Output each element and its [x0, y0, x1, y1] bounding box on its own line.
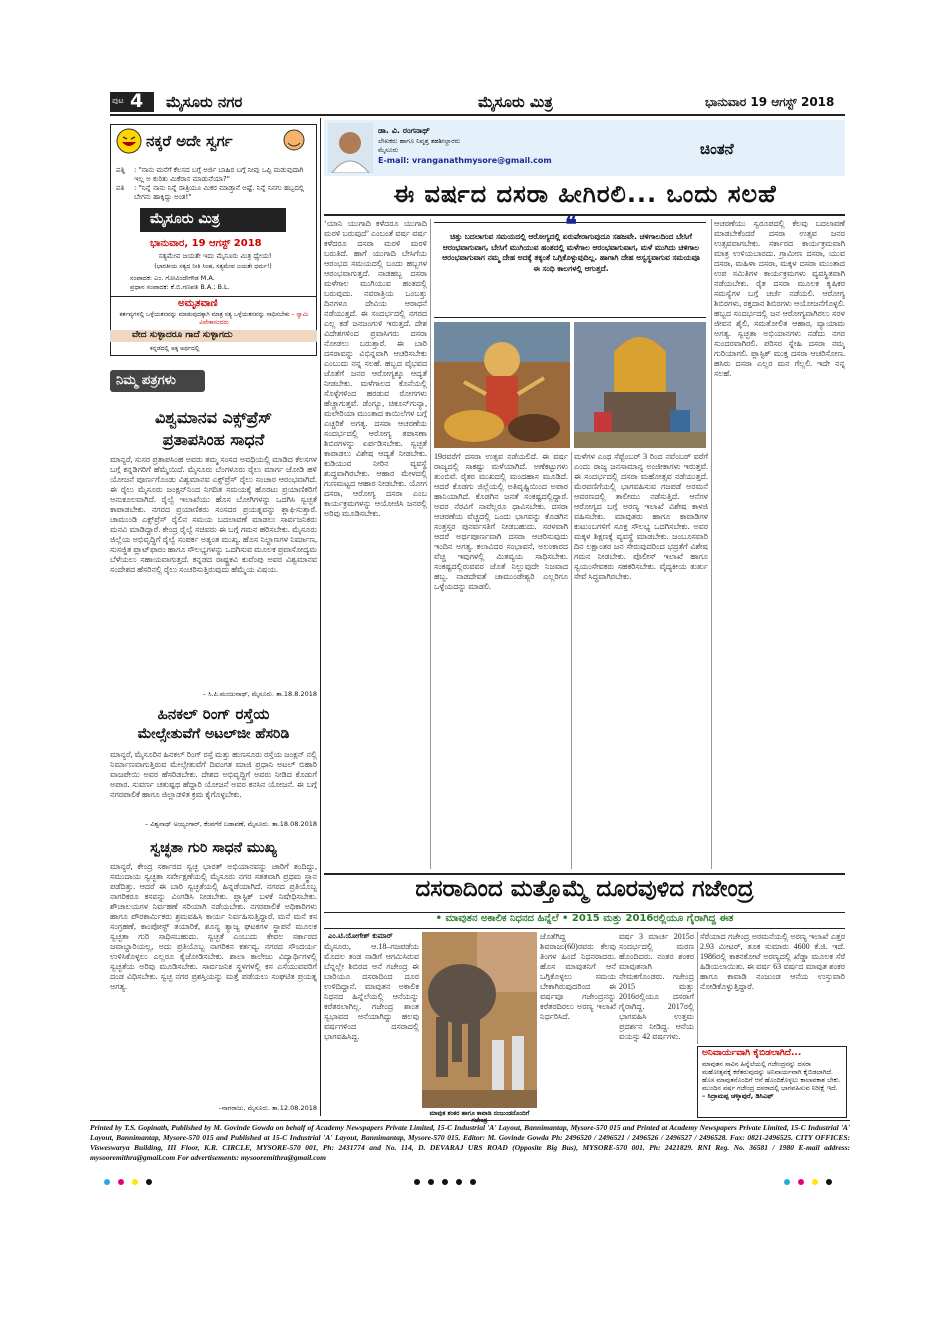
- letter2-title2: ಮೇಲ್ಸೇತುವೆಗೆ ಅಟಲ್‌ಜೀ ಹೆಸರಿಡಿ: [137, 726, 290, 742]
- headline-rule: [324, 214, 845, 216]
- black-dot: [414, 1179, 420, 1185]
- author-name: ಡಾ. ವಿ. ರಂಗನಾಥ್: [378, 126, 430, 135]
- joke-line1-label: ಪತ್ನಿ: [116, 166, 126, 174]
- section-title: ಮೈಸೂರು ನಗರ: [166, 93, 243, 111]
- elephant-top-rule: [324, 873, 845, 875]
- letter1-title2: ಪ್ರತಾಪಸಿಂಹ ಸಾಧನೆ: [162, 430, 265, 449]
- column-headline: ಈ ವರ್ಷದ ದಸರಾ ಹೀಗಿರಲಿ... ಒಂದು ಸಲಹೆ: [393, 180, 777, 208]
- quote-footer2: ಕನ್ನಡದಲ್ಲಿ ಅಕ್ಕ ಅರ್ಥದಲ್ಲಿ: [150, 345, 200, 352]
- elephant-col2: ಜೊತೆಗಿದ್ದ ಶಿವರಾಜು(60)ರವರು ಕೆಲವು ತಿಂಗಳ ಹಿಂದೆ ನಿಧನರಾದರು. ಹೊಸ ಮಾವುತನಿಗೆ ಆನೆ ಒಗ್ಗಿಕೊಳ್ಳಲು ಸಮಯ ಬೇಕಾಗಿರುವುದರಿಂದ ಈ ವರ್ಷವೂ ಗಜೇಂದ್ರನನ್ನು ಕರೆತರದಿರಲು ಅರಣ್ಯ ಇಲಾಖೆ ನಿರ್ಧರಿಸಿದೆ.: [540, 932, 616, 1021]
- info-motto1: ಸತ್ಯಮೇವ ಜಯತೇ ಇದು ಮೈಸೂರು ಮಿತ್ರ ಧ್ಯೇಯ!: [158, 252, 272, 260]
- black-dot: [470, 1179, 476, 1185]
- letter1-sign: – ಸಿ.ಪಿ.ಮಂಜುನಾಥ್, ಮೈಸೂರು. ತಾ.18.8.2018: [202, 690, 317, 698]
- black-dot: [146, 1179, 152, 1185]
- yellow-dot: [812, 1179, 818, 1185]
- letters-banner-text: ನಿಮ್ಮ ಪತ್ರಗಳು: [116, 373, 176, 388]
- black-dot: [826, 1179, 832, 1185]
- info-motto2: (ಭಾರತೀಯ ಸತ್ಯದ ನೀತಿ ಸಿಂಹ, ಸತ್ಯಮೇವ ಜಯತೇ ಧರ್ಮ!): [154, 263, 272, 270]
- joke-line1: : "ನಾನು ಮನೆಗೆ ಕೆಲಸದ ಬಗ್ಗೆ ಅರ್ಜಿ ಬಾಹಿರ ಬಗ್ಗೆ ನೀವು ಒಪ್ಪಿ ಮಡುವುದಾಗಿ ಇಲ್ಲ ಅ ಕುರಿತು ಮಿಕೆರಾಸ ಮಾಡುವೆಯಾ?": [134, 166, 304, 183]
- header-date: ಭಾನುವಾರ 19 ಆಗಸ್ಟ್ 2018: [705, 95, 835, 109]
- registration-dots-center: [410, 1170, 480, 1189]
- letter1-body: ಮಾನ್ಯರೆ, ಸುಸರ ಪ್ರತಾಪಸಿಂಹ ಅವರು ತಮ್ಮ ಸಂಸದ ಅವಧಿಯಲ್ಲಿ ಮಾಡಿದ ಕೆಲಸಗಳ ಬಗ್ಗೆ ಕನ್ನಡಿಗರಿಗೆ ಹೆಮ್ಮೆಯಿದೆ. ಮೈಸೂರು ಬೆಂಗಳೂರು ರೈಲು ಮಾರ್ಗ ಜೋಡಿ ಹಳಿ ಯೋಜನೆ ಪೂರ್ಣಗೊಂಡು ವಿಶ್ವಮಾನವ ಎಕ್ಸ್‌ಪ್ರೆಸ್ ರೈಲು ಸಂಚಾರ ಆರಂಭವಾಗಿದೆ. ಈ ರೈಲು ಮೈಸೂರು ಜಂಕ್ಷನ್‌ನಿಂದ ನಿಗದಿತ ಸಮಯಕ್ಕೆ ಹೊರಟು ಪ್ರಯಾಣಿಕರಿಗೆ ಅನುಕೂಲವಾಗಿದೆ. ರೈಲ್ವೆ ಇಲಾಖೆಯು ಹೊಸ ಬೋಗಿಗಳನ್ನು ಒದಗಿಸಿ ಸ್ವಚ್ಛತೆ ಕಾಪಾಡಬೇಕು. ನಗರದ ಪ್ರಯಾಣಿಕರು ಸಂಸದರ ಪ್ರಯತ್ನವನ್ನು ಶ್ಲಾಘಿಸುತ್ತಾರೆ. ಚಾಮುಂಡಿ ಎಕ್ಸ್‌ಪ್ರೆಸ್ ರೈಲಿನ ಸಮಯ ಬದಲಾವಣೆ ಮಾಡಲು ಸಾರ್ವಜನಿಕರು ಮನವಿ ಮಾಡಿದ್ದಾರೆ. ಕೇಂದ್ರ ರೈಲ್ವೆ ಸಚಿವರು ಈ ಬಗ್ಗೆ ಗಮನ ಹರಿಸಬೇಕು. ಮೈಸೂರು ಜಿಲ್ಲೆಯ ಅಭಿವೃದ್ಧಿಗೆ ರೈಲ್ವೆ ಸಂಪರ್ಕ ಅತ್ಯಂತ ಮುಖ್ಯ. ಹೊಸ ನಿಲ್ದಾಣಗಳ ನಿರ್ಮಾಣ, ಸುಸಜ್ಜಿತ ಪ್ಲಾಟ್‌ಫಾರಂ ಹಾಗೂ ಸೌಲಭ್ಯಗಳನ್ನು ಒದಗಿಸುವ ಮೂಲಕ ಪ್ರವಾಸೋದ್ಯಮ ಬೆಳೆಯಲು ಸಹಾಯವಾಗುತ್ತದೆ. ಕನ್ನಡದ ರಾಷ್ಟ್ರಕವಿ ಕುವೆಂಪು ಅವರ ವಿಶ್ವಮಾನವ ಸಂದೇಶದ ಹೆಸರಿನಲ್ಲಿ ರೈಲು ಸಂಚರಿಸುತ್ತಿರುವುದು ಹೆಮ್ಮೆಯ ವಿಷಯ.: [110, 455, 317, 574]
- cartoon-face-icon: [282, 128, 306, 154]
- elephant-subhead: • ಮಾವುತನ ಅಕಾಲಿಕ ನಿಧನದ ಹಿನ್ನೆಲೆ • 2015 ಮತ್ತು 2016ರಲ್ಲಿಯೂ ಗೈರಾಗಿದ್ದ ಈತ: [435, 913, 734, 924]
- info-editor2: ಪ್ರಧಾನ ಸಂಪಾದಕ: ಕೆ.ಬಿ.ಗಣಪತಿ B.A.; B.L.: [130, 283, 230, 291]
- header-rule: [110, 114, 845, 116]
- elephant-byline: ಎಂ.ಟಿ.ಯೋಗೇಶ್ ಕುಮಾರ್: [328, 932, 393, 940]
- masthead-small: ಮೈಸೂರು ಮಿತ್ರ: [478, 93, 553, 111]
- info-date: ಭಾನುವಾರ, 19 ಆಗಸ್ಟ್ 2018: [150, 238, 262, 249]
- letter2-sign: – ವಿಶ್ವನಾಥ್ ಅಯ್ಯಂಗಾರ್, ಕೆಂಪಗೆರೆ ಬಡಾವಣೆ, ಮೈಸೂರು. ತಾ.18.08.2018: [144, 820, 317, 828]
- letter1-title1: ವಿಶ್ವಮಾನವ ಎಕ್ಸ್‌ಪ್ರೆಸ್: [154, 408, 273, 427]
- joke-title: ನಕ್ಕರೆ ಅದೇ ಸ್ವರ್ಗ: [146, 132, 233, 150]
- col-rule-3: [711, 219, 712, 869]
- letter3-body: ಮಾನ್ಯರೆ, ಕೇಂದ್ರ ಸರ್ಕಾರದ ಸ್ವಚ್ಛ ಭಾರತ್ ಅಭಿಯಾನವನ್ನು ಜಾರಿಗೆ ತಂದಿದ್ದು, ಸಮುದಾಯ ಸ್ವಚ್ಛತಾ ಸರ್ವೇಕ್ಷಣೆಯಲ್ಲಿ ಮೈಸೂರು ನಗರ ಸತತವಾಗಿ ಪ್ರಥಮ ಸ್ಥಾನ ಪಡೆದಿತ್ತು. ಆದರೆ ಈ ಬಾರಿ ಸ್ವಚ್ಛತೆಯಲ್ಲಿ ಹಿನ್ನಡೆಯಾಗಿದೆ. ನಗರದ ಪ್ರತಿಯೊಬ್ಬ ನಾಗರಿಕರೂ ಕಸವನ್ನು ವಿಂಗಡಿಸಿ ನೀಡಬೇಕು. ಪ್ಲಾಸ್ಟಿಕ್ ಬಳಕೆ ನಿಷೇಧಿಸಬೇಕು. ಶೌಚಾಲಯಗಳ ನಿರ್ವಹಣೆ ಸರಿಯಾಗಿ ನಡೆಯಬೇಕು. ನಗರಪಾಲಿಕೆ ಅಧಿಕಾರಿಗಳು ಹಾಗೂ ಪೌರಕಾರ್ಮಿಕರು ಶ್ರಮವಹಿಸಿ ಕಾರ್ಯ ನಿರ್ವಹಿಸುತ್ತಿದ್ದಾರೆ. ಮನೆ ಮನೆ ಕಸ ಸಂಗ್ರಹಣೆ, ಕಾಂಪೋಸ್ಟ್ ತಯಾರಿಕೆ, ಶೂನ್ಯ ತ್ಯಾಜ್ಯ ಘಟಕಗಳ ಸ್ಥಾಪನೆ ಮೂಲಕ ಸ್ವಚ್ಛತಾ ಗುರಿ ಸಾಧಿಸಬಹುದು. ಸ್ವಚ್ಛತೆ ಎಂಬುದು ಕೇವಲ ಸರ್ಕಾರದ ಜವಾಬ್ದಾರಿಯಲ್ಲ, ಅದು ಪ್ರತಿಯೊಬ್ಬ ನಾಗರಿಕನ ಕರ್ತವ್ಯ. ನಗರದ ಸೌಂದರ್ಯ ಉಳಿಸಿಕೊಳ್ಳಲು ಎಲ್ಲರೂ ಕೈಜೋಡಿಸಬೇಕು. ಶಾಲಾ ಕಾಲೇಜು ವಿದ್ಯಾರ್ಥಿಗಳಲ್ಲಿ ಸ್ವಚ್ಛತೆಯ ಅರಿವು ಮೂಡಿಸಬೇಕು. ಸಾರ್ವಜನಿಕ ಸ್ಥಳಗಳಲ್ಲಿ ಕಸ ಎಸೆಯುವವರಿಗೆ ದಂಡ ವಿಧಿಸಬೇಕು. ಸ್ವಚ್ಛ ನಗರ ಪ್ರಶಸ್ತಿಯನ್ನು ಮತ್ತೆ ಪಡೆಯಲು ಸಂಘಟಿತ ಪ್ರಯತ್ನ ಅಗತ್ಯ.: [110, 862, 317, 991]
- quote-divider: [110, 296, 317, 297]
- column-col4: ಮಳೆಗಳ ಎಂಥ ಸೆಪ್ಟೆಂಬರ್ 3 ರಿಂದ ನವೆಂಬರ್ ವರೆಗೆ ಎಂದು ರಾಜ್ಯ ಜನಸಾಮಾನ್ಯ ಅಂಜೀಕಾಗಳು ಇರುತ್ತವೆ. ಈ ಸಂದರ್ಭದಲ್ಲಿ ದಸರಾ ಮಹೋತ್ಸವ ನಡೆಯುತ್ತದೆ. ಮೆರವಣಿಗೆಯಲ್ಲಿ ಭಾಗವಹಿಸುವ ಗಜಪಡೆ ಅರಮನೆ ಆವರಣದಲ್ಲಿ ತಾಲೀಮು ನಡೆಸುತ್ತಿದೆ. ಆನೆಗಳ ಆರೋಗ್ಯದ ಬಗ್ಗೆ ಅರಣ್ಯ ಇಲಾಖೆ ವಿಶೇಷ ಕಾಳಜಿ ವಹಿಸಬೇಕು. ಮಾವುತರು ಹಾಗೂ ಕಾವಾಡಿಗಳ ಕುಟುಂಬಗಳಿಗೆ ಸೂಕ್ತ ಸೌಲಭ್ಯ ಒದಗಿಸಬೇಕು. ಅವರ ಮಕ್ಕಳ ಶಿಕ್ಷಣಕ್ಕೆ ವ್ಯವಸ್ಥೆ ಮಾಡಬೇಕು. ಜಂಬೂಸವಾರಿ ದಿನ ಲಕ್ಷಾಂತರ ಜನ ಸೇರುವುದರಿಂದ ಭದ್ರತೆಗೆ ವಿಶೇಷ ಗಮನ ನೀಡಬೇಕು. ಪೊಲೀಸ್ ಇಲಾಖೆ ಹಾಗೂ ಸ್ವಯಂಸೇವಕರು ಸಹಕರಿಸಬೇಕು. ವೈದ್ಯಕೀಯ ತುರ್ತು ಸೇವೆ ಸಿದ್ಧವಾಗಿರಬೇಕು.: [574, 452, 708, 581]
- elephant-col-rule: [697, 932, 698, 1044]
- pullquote-text: ಚಿತ್ತು ಬದಲಾಗುವ ಸಮಯದಲ್ಲಿ ಆರೋಗ್ಯದಲ್ಲಿ ಏರುಪೇರಾಗುವುದೂ ಸಹಜವೇ. ಚಳಿಗಾಲದಿಂದ ಬೇಸಿಗೆ ಆರಂಭವಾಗುವಾಗ, ಬೇಸಿಗೆ ಮುಗಿಯುವ ಹಂತದಲ್ಲಿ ಮಳೆಗಾಲ ಆರಂಭವಾಗುವಾಗ, ಮಳೆ ಮುಗಿದು ಚಳಿಗಾಲ ಆರಂಭವಾಗುವಾಗ ನಮ್ಮ ದೇಹ ಅದಕ್ಕೆ ತಕ್ಕಂತೆ ಒಗ್ಗಿಕೊಳ್ಳುವುದಿಲ್ಲ. ಹಾಗಾಗಿ ದೇಹ ಅಸ್ವಸ್ಥವಾಗುವ ಸಮಯವೂ ಈ ಸಂಧಿ ಕಾಲಗಳಲ್ಲಿ ಆಗುತ್ತದೆ.: [442, 232, 700, 273]
- elephant-caption: ಮಾವುತ ಶಂಕರ ಹಾಗೂ ಕಾವಾಡಿ ನಂಜುಂಡನೊಂದಿಗೆ: [429, 1110, 530, 1117]
- registration-dots-right: [780, 1170, 836, 1189]
- masthead-inverse: ಮೈಸೂರು ಮಿತ್ರ: [150, 211, 220, 227]
- author-photo: [328, 123, 373, 173]
- column-col1: ‘ಯಾನಿ ಯುಗಾದಿ ಕಳೆದರೂ ಯುಗಾದಿ ಮರಳಿ ಬರುವುದೆ’ ಎಂಬಂತೆ ವರ್ಷ ವರ್ಷ ಕಳೆದರೂ ದಸರಾ ಮರಳಿ ಮರಳಿ ಬರುತಿದೆ. ಹಾಗೆ ಯುಗಾದಿ ಬೇಸಿಗೆಯ ಆರಂಭದ ಸಮಯದಲ್ಲಿ ಬಂದು ಹಬ್ಬಗಳ ಆರಂಭವಾಗುತ್ತದೆ. ನಾಡಹಬ್ಬ ದಸರಾ ಮಳೆಗಾಲ ಮುಗಿಯುವ ಹಂತದಲ್ಲಿ ಬರುವುದು. ನವರಾತ್ರಿಯ ಒಂಬತ್ತು ದಿನಗಳೂ ದೇವಿಯ ಆರಾಧನೆ ನಡೆಯುತ್ತದೆ. ಈ ಸಂದರ್ಭದಲ್ಲಿ ನಗರದ ಎಲ್ಲ ಕಡೆ ಜನಜಂಗುಳಿ ಇರುತ್ತದೆ. ದೇಶ ವಿದೇಶಗಳಿಂದ ಪ್ರವಾಸಿಗರು ದಸರಾ ನೋಡಲು ಬರುತ್ತಾರೆ. ಈ ಬಾರಿ ದಸರಾವನ್ನು ವಿಭಿನ್ನವಾಗಿ ಆಚರಿಸಬೇಕು ಎಂಬುದು ನನ್ನ ಸಲಹೆ. ಹಬ್ಬದ ವೈಭವದ ಜೊತೆಗೆ ಜನರ ಆರೋಗ್ಯಕ್ಕೂ ಆದ್ಯತೆ ನೀಡಬೇಕು. ಮಳೆಗಾಲದ ಕೊನೆಯಲ್ಲಿ ಸೊಳ್ಳೆಗಳಿಂದ ಹರಡುವ ರೋಗಗಳು ಹೆಚ್ಚಾಗುತ್ತವೆ. ಡೆಂಗ್ಯೂ, ಚಿಕೂನ್‌ಗುನ್ಯಾ, ಮಲೇರಿಯಾ ಮುಂತಾದ ಕಾಯಿಲೆಗಳ ಬಗ್ಗೆ ಎಚ್ಚರಿಕೆ ಅಗತ್ಯ. ದಸರಾ ಆಚರಣೆಯ ಸಂದರ್ಭದಲ್ಲಿ ಆರೋಗ್ಯ ತಪಾಸಣಾ ಶಿಬಿರಗಳನ್ನು ಏರ್ಪಡಿಸಬೇಕು. ಸ್ವಚ್ಛತೆ ಕಾಪಾಡಲು ವಿಶೇಷ ಆದ್ಯತೆ ನೀಡಬೇಕು. ಕುಡಿಯುವ ನೀರಿನ ವ್ಯವಸ್ಥೆ ಶುದ್ಧವಾಗಿರಬೇಕು. ಆಹಾರ ಮೇಳದಲ್ಲಿ ಗುಣಮಟ್ಟದ ಆಹಾರ ನೀಡಬೇಕು. ಯೋಗ ದಸರಾ, ಆರೋಗ್ಯ ದಸರಾ ಎಂಬ ಕಾರ್ಯಕ್ರಮಗಳನ್ನು ಆಯೋಜಿಸಿ ಜನರಲ್ಲಿ ಅರಿವು ಮೂಡಿಸಬೇಕು.: [324, 219, 427, 518]
- quote-footer1: ವೇದ ಸುಳ್ಳಾದರೂ ಗಾದೆ ಸುಳ್ಳಾಗದು: [132, 330, 233, 340]
- black-dot: [456, 1179, 462, 1185]
- magenta-dot: [798, 1179, 804, 1185]
- col-rule-1: [430, 219, 431, 869]
- letter3-title: ಸ್ವಚ್ಛತಾ ಗುರಿ ಸಾಧನೆ ಮುಖ್ಯ: [150, 840, 277, 856]
- letter2-title1: ಹಿನಕಲ್ ರಿಂಗ್ ರಸ್ತೆಯ: [157, 705, 270, 723]
- magenta-dot: [118, 1179, 124, 1185]
- black-dot: [428, 1179, 434, 1185]
- quote-mark-icon: ❝: [565, 212, 577, 237]
- column-col5: ಆಚರಣೆಯು ಸ್ವರೂಪದಲ್ಲಿ ಕೆಲವು ಬದಲಾವಣೆ ಮಾಡಬೇಕೆಂದರೆ ದಸರಾ ಉತ್ಸವ ಜನರ ಉತ್ಸವವಾಗಬೇಕು. ಸರ್ಕಾರದ ಕಾರ್ಯಕ್ರಮವಾಗಿ ಮಾತ್ರ ಉಳಿಯಬಾರದು. ಗ್ರಾಮೀಣ ದಸರಾ, ಯುವ ದಸರಾ, ಮಹಿಳಾ ದಸರಾ, ಮಕ್ಕಳ ದಸರಾ ಮುಂತಾದ ಉಪ ಸಮಿತಿಗಳ ಕಾರ್ಯಕ್ರಮಗಳು ವ್ಯವಸ್ಥಿತವಾಗಿ ನಡೆಯಬೇಕು. ರೈತ ದಸರಾ ಮೂಲಕ ಕೃಷಿಕರ ಸಮಸ್ಯೆಗಳ ಬಗ್ಗೆ ಚರ್ಚೆ ನಡೆಯಲಿ. ಆರೋಗ್ಯ ಶಿಬಿರಗಳು, ರಕ್ತದಾನ ಶಿಬಿರಗಳು ಆಯೋಜನೆಗೊಳ್ಳಲಿ. ಹಬ್ಬದ ಸಂದರ್ಭದಲ್ಲಿ ಜನ ಆರೋಗ್ಯವಾಗಿರಲು ಸರಳ ಜೀವನ ಶೈಲಿ, ಸಮತೋಲಿತ ಆಹಾರ, ವ್ಯಾಯಾಮ ಅಗತ್ಯ. ಸ್ವಚ್ಛತಾ ಅಭಿಯಾನಗಳು ನಡೆದು ನಗರ ಸುಂದರವಾಗಿರಲಿ. ಪರಿಸರ ಸ್ನೇಹಿ ದಸರಾ ನಮ್ಮ ಗುರಿಯಾಗಲಿ. ಪ್ಲಾಸ್ಟಿಕ್ ಮುಕ್ತ ದಸರಾ ಆಚರಿಸೋಣ. ಹಸಿರು ದಸರಾ ಎಲ್ಲರ ಮನ ಗೆಲ್ಲಲಿ. ಇದೇ ನನ್ನ ಸಲಹೆ.: [714, 219, 845, 378]
- author-role2: ಮೈಸೂರು: [378, 146, 399, 154]
- info-editor: ಸಂಪಾದಕ: ಎಂ. ಗೋವಿಂದೇಗೌಡ M.A.: [130, 274, 215, 282]
- cyan-dot: [104, 1179, 110, 1185]
- quote-title: ಅಮೃತವಾಣಿ: [178, 298, 218, 309]
- elephant-col1: ಮೈಸೂರು, ಆ.18–ಗಜಪಡೆಯ ಮೊದಲ ತಂಡ ನಾಡಿಗೆ ಆಗಮಿಸಿರುವ ಬೆನ್ನಲ್ಲೇ ಶಿಬಿರದ ಆನೆ ಗಜೇಂದ್ರ ಈ ಬಾರಿಯೂ ದಸರಾದಿಂದ ದೂರ ಉಳಿದಿದ್ದಾನೆ. ಮಾವುತನ ಅಕಾಲಿಕ ನಿಧನದ ಹಿನ್ನೆಲೆಯಲ್ಲಿ ಆನೆಯನ್ನು ಕರೆತರಲಾಗಿಲ್ಲ. ಗಜೇಂದ್ರ ಶಾಂತ ಸ್ವಭಾವದ ಆನೆಯಾಗಿದ್ದು ಹಲವು ವರ್ಷಗಳಿಂದ ದಸರಾದಲ್ಲಿ ಭಾಗವಹಿಸಿದ್ದ.: [324, 942, 419, 1041]
- elephant-col3: ವರ್ಷ 3 ಮಾರ್ಚ 2015ರ ಸಂದರ್ಭದಲ್ಲಿ ಮರಣ ಹೊಂದಿದರು. ನಂತರ ಶಂಕರ ಮಾವುತನಾಗಿ ನೇಮಕಗೊಂಡರು. ಗಜೇಂದ್ರ 2015 ಮತ್ತು 2016ರಲ್ಲಿಯೂ ದಸರಾಗೆ ಗೈರಾಗಿದ್ದ. 2017ರಲ್ಲಿ ಭಾಗವಹಿಸಿ ಉತ್ತಮ ಪ್ರದರ್ಶನ ನೀಡಿದ್ದ. ಆನೆಯ ವಯಸ್ಸು 42 ವರ್ಷಗಳು.: [619, 932, 694, 1041]
- page-number: 4: [130, 90, 144, 112]
- goddess-photo: [434, 322, 570, 448]
- elephant-photo: [422, 932, 537, 1108]
- yellow-dot: [132, 1179, 138, 1185]
- page-label: ಪುಟ: [112, 96, 124, 105]
- quote-text: ಕರ್ತವ್ಯಗಳಲ್ಲಿ ಒಳ್ಳೆಯತನವನ್ನು ಮಾಡುವುದಕ್ಕಾಗಿ ಮಾತ್ರ ಸತ್ಯ ಒಳ್ಳೆಯತನವನ್ನು ಸಾಧಿಸಬೇಕು – ಸ್ವಾಮಿ ವಿವೇಕಾನಂದರು: [119, 311, 309, 326]
- black-dot: [442, 1179, 448, 1185]
- procession-photo: [574, 322, 706, 448]
- col-rule-2: [571, 452, 572, 869]
- letter3-sign: –ನಾಗರಾಜು, ಮೈಸೂರು. ತಾ.12.08.2018: [218, 1104, 317, 1112]
- registration-dots-left: [100, 1170, 156, 1189]
- imprint-text: Printed by T.S. Gopinath, Published by M. Govinde Gowda on behalf of Academy Newspapers Private Limited, 15-C Industrial 'A' Layout, Bannimantap, Mysore-570 015 and Printed at Academy Newspapers Private Limited, 15-C Industrial 'A' Layout, Bannimantap, Mysore-570 015 and Published at 15-C Industrial 'A' Layout, Bannimantap, Mysore-570 015. Editor: M. Govinde Gowda Ph: 2496520 / 2496521 / 2496526 / 2496527 / 2496528. Fax: 0821-2496525. CITY OFFICES: Visweswarya Building, III Floor, K.R. CIRCLE, MYSORE-570 001, Ph: 2431774 and No. 114, D. DEVARAJ URS ROAD (Opposite Big Bus), MYSORE-570 001. Ph: 2421829. RNI Reg. No. 36581 / 1980 E-mail address: mysooremithra@gmail.com For advertisements: mysooremithra@gmail.com: [90, 1123, 850, 1162]
- joke-line2-label: ಪತಿ: [116, 184, 125, 192]
- author-email: E-mail: vranganathmysore@gmail.com: [378, 156, 552, 165]
- elephant-col4: ಸೆರೆಯಾದ ಗಜೇಂದ್ರ ಅರಮನೆಯಲ್ಲಿ ಅರಣ್ಯ ಇಲಾಖೆ ಎತ್ತರ 2.93 ಮೀಟರ್, ತೂಕ ಸುಮಾರು 4600 ಕೆ.ಜಿ. ಇದೆ. 1986ರಲ್ಲಿ ಕಾಕನಕೋಟೆ ಅರಣ್ಯದಲ್ಲಿ ಖೆಡ್ಡಾ ಮೂಲಕ ಸೆರೆ ಹಿಡಿಯಲಾಯಿತು. ಈ ವರ್ಷ 63 ವರ್ಷದ ಮಾವುತ ಶಂಕರ ಹಾಗೂ ಕಾವಾಡಿ ನಂಜುಂಡ ಆನೆಯ ಉಸ್ತುವಾರಿ ನೋಡಿಕೊಳ್ಳುತ್ತಿದ್ದಾರೆ.: [700, 932, 845, 991]
- left-column-rule: [320, 118, 321, 1116]
- column-label: ಚಿಂತನೆ: [700, 140, 734, 158]
- letter2-body: ಮಾನ್ಯರೆ, ಮೈಸೂರಿನ ಹಿನಕಲ್ ರಿಂಗ್ ರಸ್ತೆ ಮತ್ತು ಹುಣಸೂರು ರಸ್ತೆಯ ಜಂಕ್ಷನ್ ನಲ್ಲಿ ನಿರ್ಮಾಣವಾಗುತ್ತಿರುವ ಮೇಲ್ಸೇತುವೆಗೆ ದಿವಂಗತ ಮಾಜಿ ಪ್ರಧಾನಿ ಅಟಲ್ ಬಿಹಾರಿ ವಾಜಪೇಯಿ ಅವರ ಹೆಸರಿಡಬೇಕು. ದೇಶದ ಅಭಿವೃದ್ಧಿಗೆ ಅವರು ನೀಡಿದ ಕೊಡುಗೆ ಅಪಾರ. ಸುವರ್ಣ ಚತುಷ್ಪಥ ಹೆದ್ದಾರಿ ಯೋಜನೆ ಅವರ ಕನಸಿನ ಯೋಜನೆ. ಈ ಬಗ್ಗೆ ನಗರಪಾಲಿಕೆ ಹಾಗೂ ಜಿಲ್ಲಾಡಳಿತ ಕ್ರಮ ಕೈಗೊಳ್ಳಬೇಕು.: [110, 750, 317, 799]
- imprint-rule: [90, 1120, 850, 1121]
- appeal-text: ಮಾವುತನ ಸಾವಿನ ಹಿನ್ನೆಲೆಯಲ್ಲಿ ಗಜೇಂದ್ರನನ್ನು ದಸರಾ ಮಹೋತ್ಸವಕ್ಕೆ ಕರೆತರುವುದನ್ನು ಅನಿವಾರ್ಯವಾಗಿ ಕೈಬಿಡಲಾಗಿದೆ. ಹೊಸ ಮಾವುತನೊಂದಿಗೆ ಆನೆ ಹೊಂದಿಕೊಳ್ಳಲು ಕಾಲಾವಕಾಶ ಬೇಕು. ಮುಂದಿನ ವರ್ಷ ಗಜೇಂದ್ರ ದಸರಾದಲ್ಲಿ ಭಾಗವಹಿಸುವ ನಿರೀಕ್ಷೆ ಇದೆ. – ಸಿದ್ರಾಮಪ್ಪ ಚಳ್ಕಾಪುರೆ, ಡಿಸಿಎಫ್: [702, 1060, 841, 1100]
- column-col3: 19ರವರೆಗೆ ದಸರಾ ಉತ್ಸವ ನಡೆಯಲಿದೆ. ಈ ವರ್ಷ ರಾಜ್ಯದಲ್ಲಿ ಸಾಕಷ್ಟು ಮಳೆಯಾಗಿದೆ. ಅಣೆಕಟ್ಟುಗಳು ತುಂಬಿವೆ. ರೈತರ ಮುಖದಲ್ಲಿ ಮಂದಹಾಸ ಮೂಡಿದೆ. ಆದರೆ ಕೊಡಗು ಜಿಲ್ಲೆಯಲ್ಲಿ ಅತಿವೃಷ್ಟಿಯಿಂದ ಅಪಾರ ಹಾನಿಯಾಗಿದೆ. ಕೊಡಗಿನ ಜನತೆ ಸಂಕಷ್ಟದಲ್ಲಿದ್ದಾರೆ. ಅವರ ನೆರವಿಗೆ ನಾವೆಲ್ಲರೂ ಧಾವಿಸಬೇಕು. ದಸರಾ ಆಚರಣೆಯ ವೆಚ್ಚದಲ್ಲಿ ಒಂದು ಭಾಗವನ್ನು ಕೊಡಗಿನ ಸಂತ್ರಸ್ತರ ಪುನರ್ವಸತಿಗೆ ನೀಡಬಹುದು. ಸರಳವಾಗಿ ಆದರೆ ಅರ್ಥಪೂರ್ಣವಾಗಿ ದಸರಾ ಆಚರಿಸುವುದು ಇಂದಿನ ಅಗತ್ಯ. ಕಲಾವಿದರ ಸಂಭಾವನೆ, ಅಲಂಕಾರದ ವೆಚ್ಚ ಇವುಗಳಲ್ಲಿ ಮಿತವ್ಯಯ ಸಾಧಿಸಬೇಕು. ಸಂಕಷ್ಟದಲ್ಲಿರುವವರ ಜೊತೆ ನಿಲ್ಲುವುದೇ ನಿಜವಾದ ಹಬ್ಬ. ನಾಡದೇವತೆ ಚಾಮುಂಡೇಶ್ವರಿ ಎಲ್ಲರಿಗೂ ಒಳ್ಳೆಯದನ್ನು ಮಾಡಲಿ.: [434, 452, 568, 591]
- laughing-face-icon: [116, 128, 142, 154]
- elephant-headline: ದಸರಾದಿಂದ ಮತ್ತೊಮ್ಮೆ ದೂರವುಳಿದ ಗಜೇಂದ್ರ: [415, 876, 754, 902]
- cyan-dot: [784, 1179, 790, 1185]
- appeal-title: ಅನಿವಾರ್ಯವಾಗಿ ಕೈಬಿಡಲಾಗಿದೆ...: [702, 1048, 802, 1058]
- joke-line2: : "ನಿನ್ನೆ ನಾನು ನಿನ್ನೆ ರಾತ್ರಿಯೂ ಮಿಕರ ಮಾಡ್ತಾನೆ ಅಷ್ಟೆ. ನಿನ್ನೆ ನಿನಗು ಹಬ್ಬದಲ್ಲಿ ಬೇಗನು ಹಾಕ್ಕಿದ್ದು ಅಂತ!": [134, 184, 305, 201]
- author-role1: ಲೇಖಕರು ಹಾಗೂ ನಿವೃತ್ತ ತಹಶೀಲ್ದಾರರು: [378, 137, 461, 145]
